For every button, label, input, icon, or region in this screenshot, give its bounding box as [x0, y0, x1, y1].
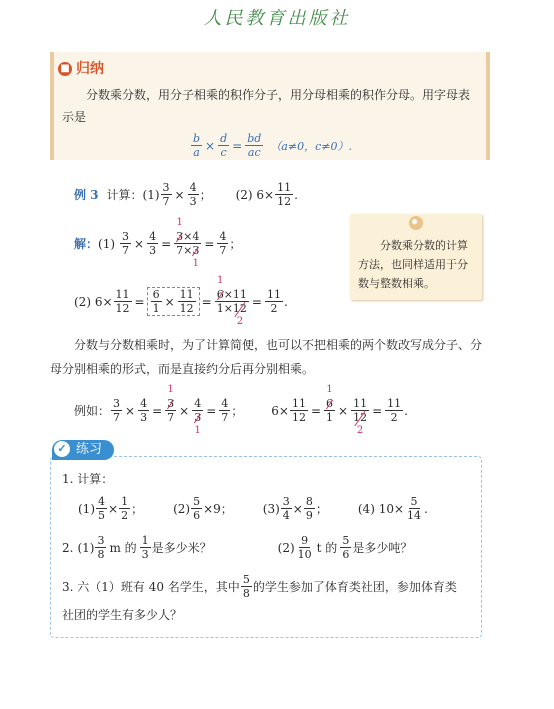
- examples-line: 例如： $\frac{3}{7}$ × $\frac{4}{3}$ = 3 1 7 × 4 3 1 = $\frac{4}{7}$ ； 6× $\frac{11}{12}$ = 6 1 1 × 11 12 2 = $\frac{11}{2}$ .: [74, 384, 408, 436]
- example-prompt: 计算：(1): [106, 188, 160, 202]
- practice-tab: 练习: [52, 440, 114, 460]
- explanation-text: 分数与分数相乘时，为了计算简便，也可以不把相乘的两个数改写成分子、分母分别相乘的形式，而是直接约分后再分别相乘。: [50, 338, 483, 376]
- example-label: 例 3: [74, 188, 99, 202]
- summary-heading: [58, 58, 104, 78]
- book-icon: ■: [58, 62, 72, 76]
- rewrite-box: $\frac{6}{1}$ × $\frac{11}{12}$: [147, 287, 200, 316]
- solution-1: 解： (1) $\frac{3}{7}$ × $\frac{4}{3}$ = 3 1 ×4 7×3 1 = $\frac{4}{7}$ ；: [74, 217, 242, 269]
- q1-items: (1) $\frac{4}{5}$ × $\frac{1}{2}$ ； (2) $\frac{5}{6}$ ×9 ； (3) $\frac{3}{4}$ × $\frac{8}{9}$ ； (4) 10× $\frac{5}{14}$ .: [78, 495, 428, 522]
- examples-label: 例如：: [74, 404, 111, 418]
- q1-label: 1. 计算：: [62, 472, 114, 486]
- q2: 2. (1) $\frac{3}{8}$ m 的 $\frac{1}{3}$ 是多少米？ (2) $\frac{9}{10}$ t 的 $\frac{5}{6}$ 是多少吨？: [62, 534, 413, 561]
- summary-text: 分数乘分数，用分子相乘的积作分子，用分母相乘的积作分母。用字母表示是: [62, 88, 471, 124]
- check-icon: ✓: [54, 441, 70, 457]
- publisher-title: 人民教育出版社: [203, 8, 351, 29]
- summary-title: 归纳: [76, 61, 104, 77]
- solution-label: 解：: [74, 237, 99, 251]
- note-text: 分数乘分数的计算方法，也同样适用于分数与整数相乘。: [358, 239, 468, 290]
- pin-icon: [409, 216, 423, 230]
- solution-2: (2) 6× $\frac{11}{12}$ = $\frac{6}{1}$ × $\frac{11}{12}$ = 6 1 ×11 1×12 2 = $\frac{11}{2}$ .: [74, 275, 288, 327]
- q3-line2: 社团的学生有多少人？: [62, 608, 183, 622]
- example-3: 例 3 计算：(1) $\frac{3}{7}$ × $\frac{4}{3}$ ； (2) 6× $\frac{11}{12}$ .: [74, 181, 298, 208]
- q3: 3. 六（1）班有 40 名学生，其中 $\frac{5}{8}$ 的学生参加了体育类社团，参加体育类: [62, 573, 457, 600]
- summary-formula: $\frac{b}{a}$ × $\frac{d}{c}$ = $\frac{bd}{ac}$ （a≠0，c≠0）.: [193, 132, 352, 159]
